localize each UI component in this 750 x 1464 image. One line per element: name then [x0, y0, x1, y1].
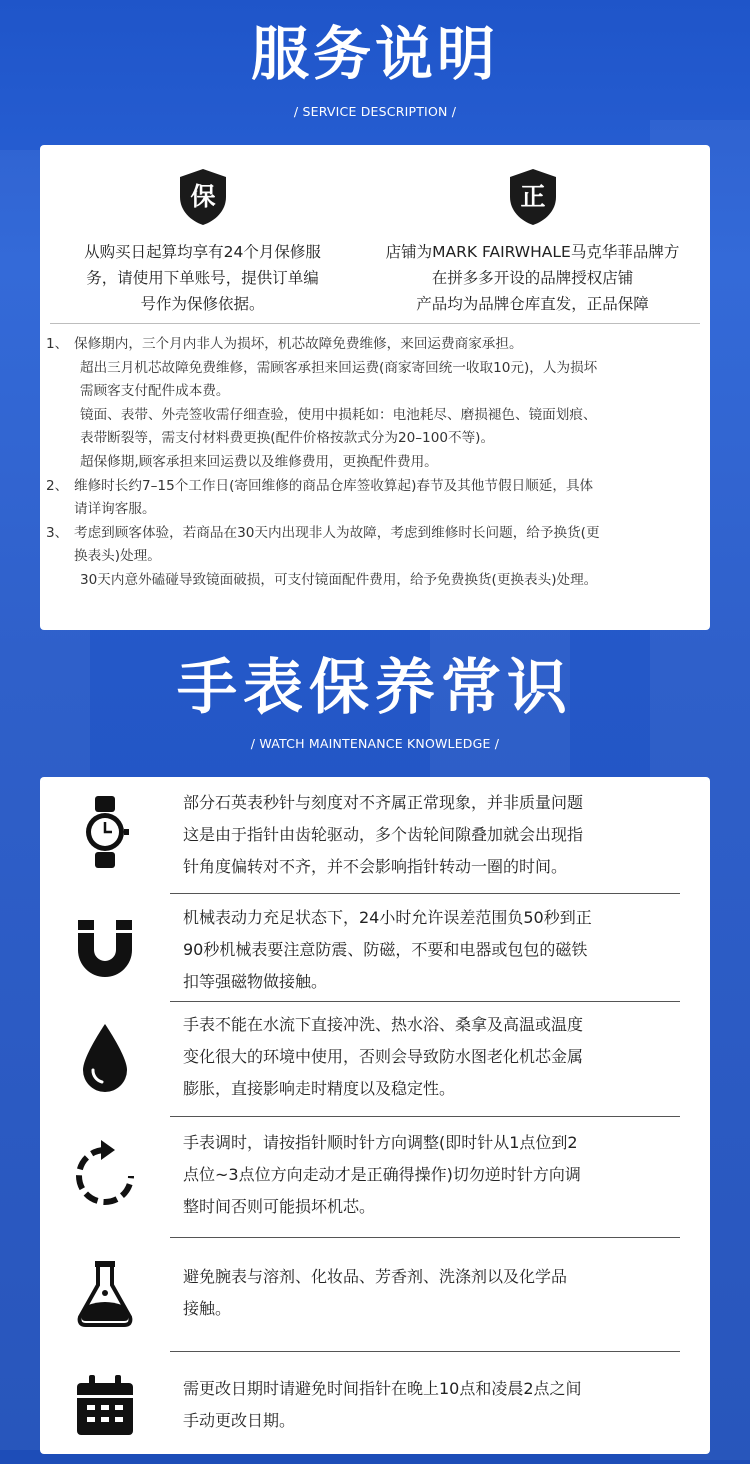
- maintenance-subtitle: / WATCH MAINTENANCE KNOWLEDGE /: [250, 736, 500, 751]
- tip-text: 避免腕表与溶剂、化妆品、芳香剂、洗涤剂以及化学品 接触。: [183, 1267, 568, 1318]
- maintenance-card: [40, 777, 710, 1454]
- calendar-icon: [70, 1371, 140, 1441]
- tip-item: [40, 1351, 710, 1454]
- tip-text: 机械表动力充足状态下，24小时允许误差范围负50秒到正 90秒机械表要注意防震、防磁，不要和电器或包包的磁铁 扣等强磁物做接触。: [183, 908, 592, 991]
- tip-item: [40, 777, 710, 894]
- service-subtitle: / SERVICE DESCRIPTION /: [293, 104, 457, 119]
- tip-item: [40, 1117, 710, 1237]
- water-drop-icon: [70, 1023, 140, 1093]
- tip-text: 需更改日期时请避免时间指针在晚上10点和凌晨2点之间 手动更改日期。: [183, 1379, 582, 1430]
- rotate-clockwise-icon: [70, 1139, 140, 1209]
- service-card: [40, 145, 710, 630]
- tip-text: 部分石英表秒针与刻度对不齐属正常现象，并非质量问题 这是由于指针由齿轮驱动，多个齿轮间隙叠加就会出现指 针角度偏转对不齐，并不会影响指针转动一圈的时间。: [183, 793, 584, 876]
- watch-icon: [70, 797, 140, 867]
- tip-item: [40, 1237, 710, 1351]
- shield-badge-label: 正: [519, 182, 546, 211]
- term-item: 1、 保修期内，三个月内非人为损坏，机芯故障免费维修，来回运费商家承担。: [46, 336, 523, 352]
- service-title: 服务说明: [250, 20, 499, 88]
- term-item: 镜面、表带、外壳签收需仔细查验，使用中损耗如：电池耗尽、磨损褪色、镜面划痕、 表带断裂等，需支付材料费更换(配件价格按款式分为20–100不等)。: [80, 406, 597, 447]
- shield-badge-label: 保: [189, 182, 216, 211]
- tip-item: [40, 1001, 710, 1117]
- chemical-flask-icon: [70, 1259, 140, 1329]
- term-item: 超保修期,顾客承担来回运费以及维修费用，更换配件费用。: [80, 453, 438, 470]
- term-item: 超出三月机芯故障免费维修，需顾客承担来回运费(商家寄回统一收取10元)，人为损坏 需顾客支付配件成本费。: [80, 359, 598, 400]
- tip-item: [40, 894, 710, 1001]
- warranty-terms: [46, 333, 706, 593]
- term-item: 2、 维修时长约7–15个工作日(寄回维修的商品仓库签收算起)春节及其他节假日顺延，具体 请详询客服。: [46, 477, 594, 518]
- guarantee-warranty: [40, 167, 365, 317]
- tip-text: 手表调时，请按指针顺时针方向调整(即时针从1点位到2 点位~3点位方向走动才是正确得操作)切勿逆时针方向调 整时间否则可能损坏机芯。: [183, 1133, 581, 1216]
- magnet-icon: [70, 914, 140, 984]
- maintenance-title: 手表保养常识: [177, 653, 573, 723]
- guarantee-text: 店铺为MARK FAIRWHALE马克华菲品牌方 在拼多多开设的品牌授权店铺 产品均为品牌仓库直发，正品保障: [385, 243, 680, 313]
- term-item: 3、 考虑到顾客体验，若商品在30天内出现非人为故障，考虑到维修时长问题，给予换货(更 换表头)处理。: [46, 524, 600, 565]
- guarantee-authentic: [365, 167, 700, 317]
- shield-icon: [177, 167, 229, 227]
- tip-text: 手表不能在水流下直接冲洗、热水浴、桑拿及高温或温度 变化很大的环境中使用，否则会导致防水图老化机芯金属 膨胀，直接影响走时精度以及稳定性。: [183, 1015, 584, 1098]
- term-item: 30天内意外磕碰导致镜面破损，可支付镜面配件费用，给予免费换货(更换表头)处理。: [80, 571, 598, 588]
- shield-icon: [507, 167, 559, 227]
- section-divider: [50, 323, 700, 324]
- guarantee-text: 从购买日起算均享有24个月保修服 务，请使用下单账号，提供订单编 号作为保修依据。: [84, 243, 321, 313]
